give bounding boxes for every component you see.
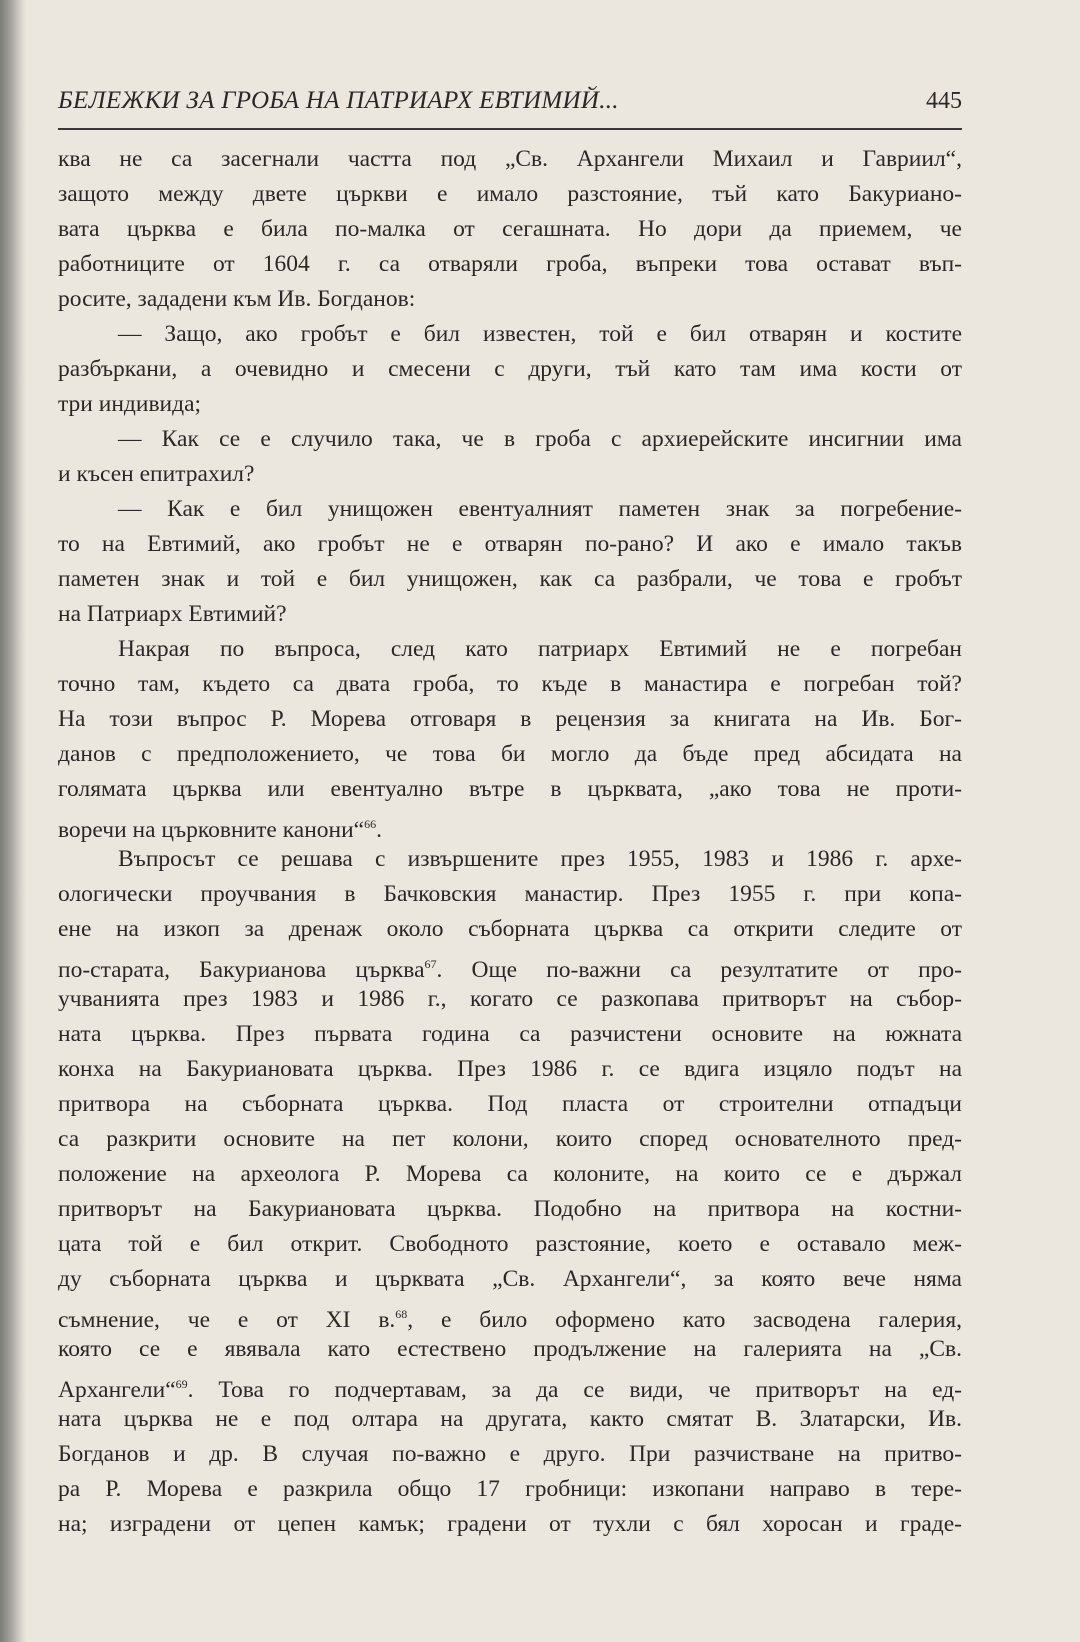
line-text: На този въпрос Р. Морева отговаря в рецензия за книгата на Ив. Бог- <box>58 706 962 732</box>
line-text: то на Евтимий, ако гробът не е отварян по-рано? И ако е имало такъв <box>58 531 962 557</box>
text-line <box>58 947 962 982</box>
line-text: три индивида; <box>58 391 202 417</box>
line-text-continued: . Още по-важни са резултатите от про- <box>436 956 962 983</box>
text-line <box>58 702 962 737</box>
line-text: разбъркани, а очевидно и смесени с други, тъй като там има кости от <box>58 356 962 382</box>
footnote-marker: 69 <box>175 1377 188 1391</box>
text-line <box>58 1087 962 1122</box>
text-line <box>58 1262 962 1297</box>
text-line <box>58 737 962 772</box>
line-text: ене на изкоп за дренаж около съборната църква са открити следите от <box>58 916 962 942</box>
text-line <box>58 1332 962 1367</box>
running-head <box>58 84 962 130</box>
line-text: воречи на църковните канони“ <box>58 816 365 843</box>
book-gutter-shadow <box>0 0 26 1642</box>
text-line <box>58 1052 962 1087</box>
line-text: защото между двете църкви е имало разстояние, тъй като Бакуриано- <box>58 181 962 207</box>
text-line <box>58 527 962 562</box>
text-line <box>58 1402 962 1437</box>
line-text: която се е явявала като естествено продължение на галерията на „Св. <box>58 1336 962 1362</box>
text-line <box>58 1367 962 1402</box>
footnote-marker: 68 <box>395 1307 408 1321</box>
line-text: Богданов и др. В случая по-важно е друго. При разчистване на притво- <box>58 1441 962 1467</box>
text-line <box>58 912 962 947</box>
line-text: Въпросът се решава с извършените през 1955, 1983 и 1986 г. архе- <box>118 846 962 872</box>
line-text: вата църква е била по-малка от сегашната. Но дори да приемем, че <box>58 216 962 242</box>
line-text: ра Р. Морева е разкрила общо 17 гробници: изкопани направо в тере- <box>58 1476 962 1502</box>
text-line <box>58 212 962 247</box>
body-text <box>58 142 962 1542</box>
line-text: притворът на Бакуриановата църква. Подобно на притвора на костни- <box>58 1196 962 1222</box>
page-number: 445 <box>926 88 962 114</box>
text-line <box>58 142 962 177</box>
text-line <box>58 1192 962 1227</box>
text-line <box>58 282 962 317</box>
text-line <box>58 387 962 422</box>
text-line <box>58 562 962 597</box>
line-text: положение на археолога Р. Морева са колоните, на които се е държал <box>58 1161 962 1187</box>
text-line <box>58 492 962 527</box>
line-text: и късен епитрахил? <box>58 461 255 487</box>
line-text: учванията през 1983 и 1986 г., когато се разкопава притворът на събор- <box>58 986 962 1012</box>
text-line <box>58 1227 962 1262</box>
line-text: конха на Бакуриановата църква. През 1986 г. се вдига изцяло подът на <box>58 1056 962 1082</box>
line-text: — Как се е случило така, че в гроба с архиерейските инсигнии има <box>118 426 962 452</box>
text-line <box>58 177 962 212</box>
line-text: — Защо, ако гробът е бил известен, той е бил отварян и костите <box>118 321 962 347</box>
line-text: ологически проучвания в Бачковския манастир. През 1955 г. при копа- <box>58 881 962 907</box>
line-text: на; изградени от цепен камък; градени от тухли с бял хоросан и граде- <box>58 1511 962 1537</box>
text-line <box>58 352 962 387</box>
footnote-marker: 67 <box>424 957 437 971</box>
text-line <box>58 457 962 492</box>
text-line <box>58 1122 962 1157</box>
line-text: ква не са засегнали частта под „Св. Архангели Михаил и Гавриил“, <box>58 146 962 172</box>
line-text: паметен знак и той е бил унищожен, как са разбрали, че това е гробът <box>58 566 962 592</box>
line-text: са разкрити основите на пет колони, които според основателното пред- <box>58 1126 962 1152</box>
line-text: голямата църква или евентуално вътре в църквата, „ако това не проти- <box>58 776 962 802</box>
line-text: ната църква. През първата година са разчистени основите на южната <box>58 1021 962 1047</box>
line-text: ду съборната църква и църквата „Св. Архангели“, за която вече няма <box>58 1266 962 1292</box>
footnote-marker: 66 <box>364 817 377 831</box>
line-text: притвора на съборната църква. Под пласта от строителни отпадъци <box>58 1091 962 1117</box>
line-text: цата той е бил открит. Свободното разстояние, което е оставало меж- <box>58 1231 962 1257</box>
line-text-continued: . <box>376 816 382 843</box>
line-text: по-старата, Бакурианова църква <box>58 956 425 983</box>
running-title: БЕЛЕЖКИ ЗА ГРОБА НА ПАТРИАРХ ЕВТИМИЙ... <box>58 87 619 114</box>
text-line <box>58 1157 962 1192</box>
line-text: — Как е бил унищожен евентуалният паметен знак за погребение- <box>118 496 962 522</box>
line-text: точно там, където са двата гроба, то къде в манастира е погребан той? <box>58 671 962 697</box>
text-line <box>58 667 962 702</box>
line-text: съмнение, че е от XI в. <box>58 1306 396 1333</box>
text-line <box>58 632 962 667</box>
text-line <box>58 1437 962 1472</box>
text-line <box>58 982 962 1017</box>
text-line <box>58 1297 962 1332</box>
line-text: росите, зададени към Ив. Богданов: <box>58 286 416 312</box>
text-line <box>58 1017 962 1052</box>
line-text: ната църква не е под олтара на другата, както смятат В. Златарски, Ив. <box>58 1406 962 1432</box>
line-text: работниците от 1604 г. са отваряли гроба, въпреки това остават въп- <box>58 251 962 277</box>
line-text: Накрая по въпроса, след като патриарх Евтимий не е погребан <box>118 636 962 662</box>
text-line <box>58 247 962 282</box>
text-line <box>58 877 962 912</box>
line-text: на Патриарх Евтимий? <box>58 601 287 627</box>
line-text-continued: . Това го подчертавам, за да се види, че притворът на ед- <box>187 1376 962 1403</box>
line-text: данов с предположението, че това би могло да бъде пред абсидата на <box>58 741 962 767</box>
text-line <box>58 317 962 352</box>
text-line <box>58 597 962 632</box>
line-text-continued: , е било оформено като засводена галерия, <box>407 1306 962 1333</box>
line-text: Архангели“ <box>58 1376 176 1403</box>
text-line <box>58 772 962 807</box>
book-page <box>58 84 962 1542</box>
text-line <box>58 1507 962 1542</box>
text-line <box>58 1472 962 1507</box>
text-line <box>58 422 962 457</box>
text-line <box>58 842 962 877</box>
text-line <box>58 807 962 842</box>
